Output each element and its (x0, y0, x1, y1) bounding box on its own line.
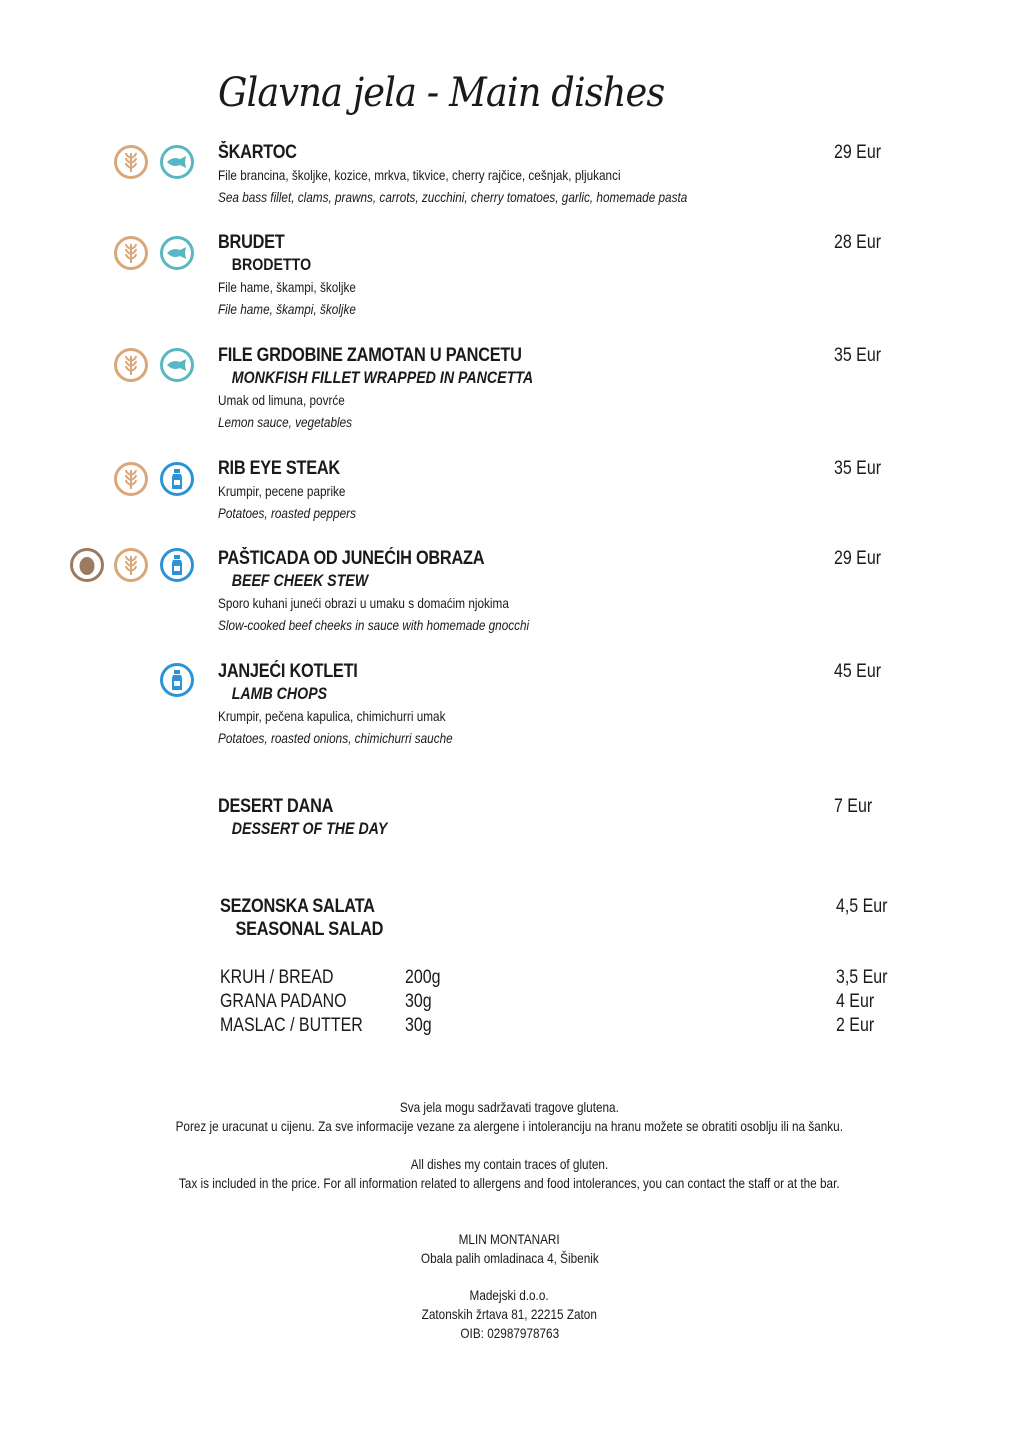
dish-price: 7 Eur (834, 796, 873, 817)
extra-weight: 30g (405, 1015, 432, 1036)
wheat-icon (114, 462, 148, 496)
extra-price: 2 Eur (836, 1015, 875, 1036)
dish-description-hr: Krumpir, pečena kapulica, chimichurri umak (218, 708, 446, 724)
company-oib: OIB: 02987978763 (460, 1325, 559, 1341)
dish-subtitle: DESSERT OF THE DAY (231, 820, 388, 838)
dish-name: JANJEĆI KOTLETI (218, 661, 358, 682)
dish-price: 35 Eur (834, 345, 882, 366)
extra-weight: 30g (405, 991, 432, 1012)
salad-name: SEZONSKA SALATA (220, 896, 375, 917)
menu-item (218, 660, 898, 749)
dish-description-hr: Umak od limuna, povrće (218, 392, 345, 408)
menu-item (218, 457, 898, 524)
menu-item (218, 231, 898, 320)
gluten-note-en: All dishes my contain traces of gluten. (410, 1156, 609, 1172)
fish-icon (160, 348, 194, 382)
egg-icon (70, 548, 104, 582)
dish-description-en: File hame, škampi, školjke (218, 301, 356, 317)
menu-item (218, 141, 898, 208)
dish-name: ŠKARTOC (218, 142, 297, 163)
dish-name: FILE GRDOBINE ZAMOTAN U PANCETU (218, 345, 522, 366)
dish-description-en: Lemon sauce, vegetables (218, 414, 353, 430)
gluten-note-hr: Sva jela mogu sadržavati tragove glutena. (399, 1099, 620, 1115)
extra-weight: 200g (405, 967, 441, 988)
dish-subtitle: BEEF CHEEK STEW (231, 572, 369, 590)
tax-note-en: Tax is included in the price. For all information related to allergens and food intolerances, you can contact the staff or at the bar. (179, 1175, 840, 1191)
venue-info (0, 1230, 1019, 1268)
menu-item (218, 795, 898, 840)
salad-price: 4,5 Eur (836, 896, 888, 917)
dish-subtitle: BRODETTO (231, 256, 312, 274)
extra-price: 4 Eur (836, 991, 875, 1012)
dish-price: 29 Eur (834, 548, 882, 569)
menu-item (218, 344, 898, 433)
fish-icon (160, 236, 194, 270)
footer-notes-en (0, 1155, 1019, 1193)
venue-address: Obala palih omladinaca 4, Šibenik (420, 1250, 599, 1266)
dish-name: RIB EYE STEAK (218, 458, 340, 479)
salad-item (220, 895, 900, 941)
extra-name: MASLAC / BUTTER (220, 1015, 363, 1036)
wheat-icon (114, 548, 148, 582)
milk-icon (160, 462, 194, 496)
dish-description-en: Sea bass fillet, clams, prawns, carrots, zucchini, cherry tomatoes, garlic, homemade pasta (218, 189, 688, 205)
dish-description-en: Slow-cooked beef cheeks in sauce with homemade gnocchi (218, 617, 530, 633)
dish-name: PAŠTICADA OD JUNEĆIH OBRAZA (218, 548, 485, 569)
salad-subtitle: SEASONAL SALAD (235, 919, 384, 940)
dish-name: DESERT DANA (218, 796, 334, 817)
extra-name: GRANA PADANO (220, 991, 347, 1012)
wheat-icon (114, 348, 148, 382)
fish-icon (160, 145, 194, 179)
milk-icon (160, 548, 194, 582)
dish-price: 35 Eur (834, 458, 882, 479)
page-title: Glavna jela - Main dishes (218, 70, 665, 116)
footer-notes-hr (0, 1098, 1019, 1136)
dish-price: 45 Eur (834, 661, 882, 682)
extra-name: KRUH / BREAD (220, 967, 334, 988)
dish-description-hr: File brancina, školjke, kozice, mrkva, tikvice, cherry rajčice, cešnjak, pljukanci (218, 167, 621, 183)
dish-description-hr: Krumpir, pecene paprike (218, 483, 346, 499)
milk-icon (160, 663, 194, 697)
menu-item (218, 547, 898, 636)
dish-price: 28 Eur (834, 232, 882, 253)
wheat-icon (114, 236, 148, 270)
dish-description-hr: Sporo kuhani juneći obrazi u umaku s domaćim njokima (218, 595, 509, 611)
dish-subtitle: LAMB CHOPS (231, 685, 328, 703)
company-info (0, 1286, 1019, 1343)
wheat-icon (114, 145, 148, 179)
extra-price: 3,5 Eur (836, 967, 888, 988)
company-name: Madejski d.o.o. (469, 1287, 550, 1303)
company-address: Zatonskih žrtava 81, 22215 Zaton (421, 1306, 598, 1322)
dish-subtitle: MONKFISH FILLET WRAPPED IN PANCETTA (231, 369, 534, 387)
dish-price: 29 Eur (834, 142, 882, 163)
tax-note-hr: Porez je uracunat u cijenu. Za sve informacije vezane za alergene i intoleranciju na hranu možete se obratiti osoblju ili na šanku. (175, 1118, 844, 1134)
dish-name: BRUDET (218, 232, 285, 253)
dish-description-hr: File hame, škampi, školjke (218, 279, 356, 295)
dish-description-en: Potatoes, roasted peppers (218, 505, 356, 521)
dish-description-en: Potatoes, roasted onions, chimichurri sauche (218, 730, 453, 746)
venue-name: MLIN MONTANARI (458, 1231, 561, 1247)
